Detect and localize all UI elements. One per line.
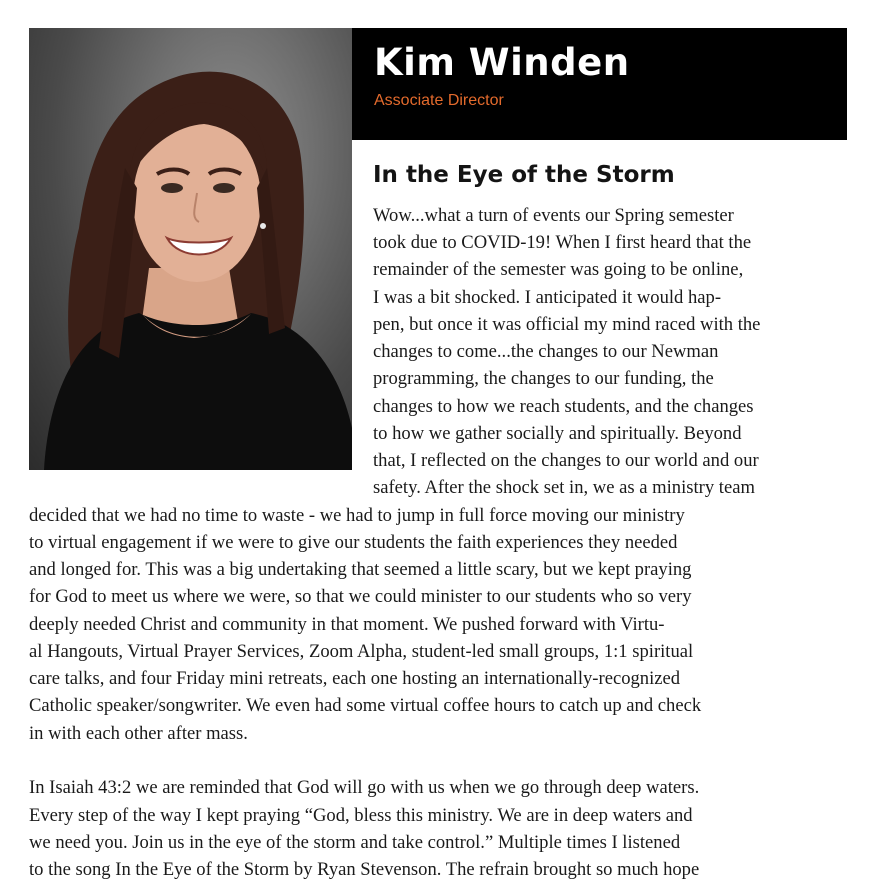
text-line: safety. After the shock set in, we as a ministry team (373, 477, 755, 498)
text-line: changes to how we reach students, and the changes (373, 396, 754, 417)
text-line: we need you. Join us in the eye of the storm and take control.” Multiple times I listened (29, 832, 681, 853)
text-line: Every step of the way I kept praying “God, bless this ministry. We are in deep waters and (29, 805, 693, 826)
text-line: to how we gather socially and spiritually. Beyond (373, 423, 742, 444)
name-banner (352, 28, 847, 140)
text-line: pen, but once it was official my mind raced with the (373, 314, 761, 335)
portrait-illustration (29, 28, 352, 470)
portrait-photo (29, 28, 352, 470)
text-line: and longed for. This was a big undertaking that seemed a little scary, but we kept praying (29, 559, 692, 580)
author-role: Associate Director (374, 92, 504, 109)
text-line: care talks, and four Friday mini retreats, each one hosting an internationally-recognized (29, 668, 681, 689)
text-line: Catholic speaker/songwriter. We even had some virtual coffee hours to catch up and check (29, 695, 702, 716)
text-line: I was a bit shocked. I anticipated it would hap- (373, 287, 722, 308)
text-line: In Isaiah 43:2 we are reminded that God will go with us when we go through deep waters. (29, 777, 700, 798)
text-line: Wow...what a turn of events our Spring semester (373, 205, 734, 226)
text-line: that, I reflected on the changes to our world and our (373, 450, 759, 471)
text-line: to the song In the Eye of the Storm by Ryan Stevenson. The refrain brought so much hope (29, 859, 700, 880)
text-line: decided that we had no time to waste - we had to jump in full force moving our ministry (29, 505, 685, 526)
author-name: Kim Winden (374, 41, 630, 84)
text-line: in with each other after mass. (29, 723, 248, 744)
text-line: took due to COVID-19! When I first heard that the (373, 232, 752, 253)
text-line: for God to meet us where we were, so that we could minister to our students who so very (29, 586, 692, 607)
text-line: deeply needed Christ and community in that moment. We pushed forward with Virtu- (29, 614, 665, 635)
text-line: changes to come...the changes to our Newman (373, 341, 719, 362)
text-line: to virtual engagement if we were to give our students the faith experiences they needed (29, 532, 678, 553)
text-line: remainder of the semester was going to be online, (373, 259, 744, 280)
article-title: In the Eye of the Storm (373, 162, 675, 188)
text-line: al Hangouts, Virtual Prayer Services, Zoom Alpha, student-led small groups, 1:1 spiritual (29, 641, 694, 662)
text-line: programming, the changes to our funding, the (373, 368, 714, 389)
